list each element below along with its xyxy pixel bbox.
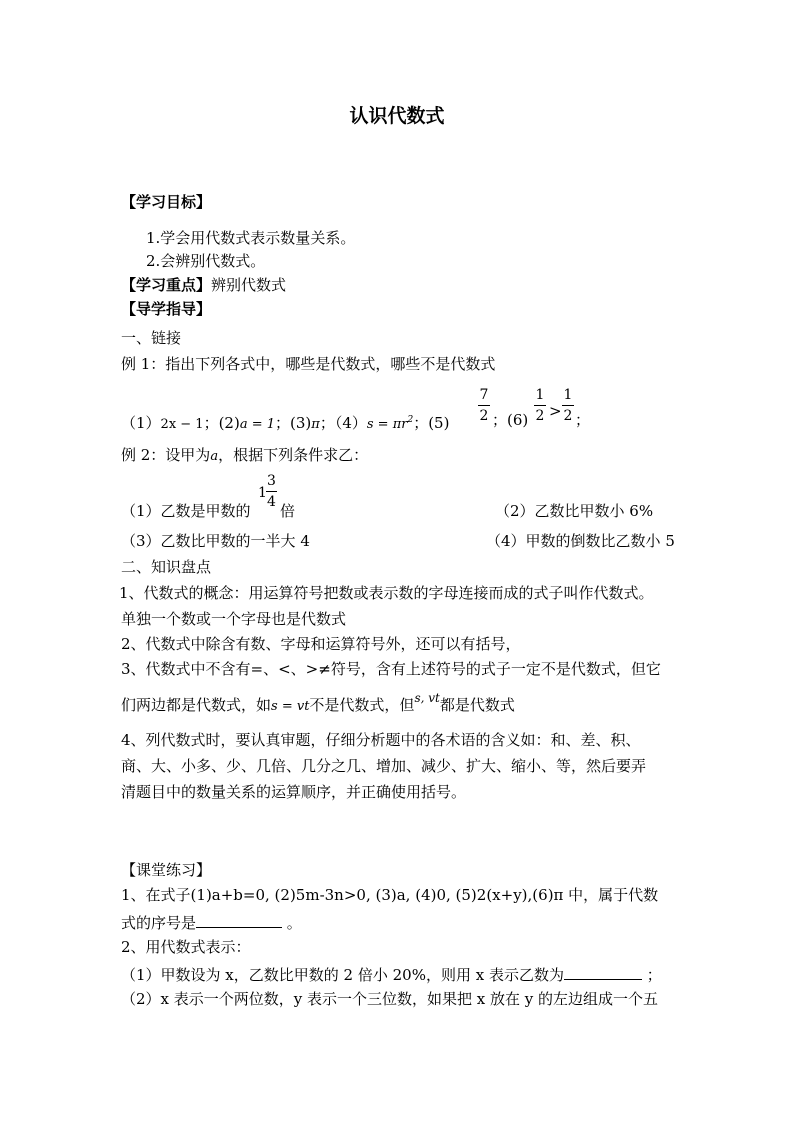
practice-q1-end: 。 [282, 914, 302, 932]
knowledge-1-line-1: 1、代数式的概念：用运算符号把数或表示数的字母连接而成的式子叫作代数式。 [119, 584, 654, 602]
mixed-number-whole: 1 [258, 485, 267, 501]
goal-item-1: 1.学会用代数式表示数量关系。 [146, 229, 356, 247]
item-6-suffix: ； [575, 411, 591, 429]
knowledge-3-part-2: 不是代数式，但 [309, 696, 415, 714]
fraction-6a-denominator: 2 [535, 408, 545, 424]
practice-q1-prompt: 式的序号是 [121, 914, 197, 932]
fraction-5-numerator: 7 [479, 387, 489, 403]
practice-q2-item-1-prompt: （1）甲数设为 x，乙数比甲数的 2 倍小 20%，则用 x 表示乙数为 [121, 966, 564, 984]
fraction-6a [534, 386, 546, 425]
knowledge-4-line-1: 4、列代数式时，要认真审题，仔细分析题中的各术语的含义如：和、差、积、 [121, 731, 641, 749]
practice-q1-line-1: 1、在式子(1)a+b=0, (2)5m-3n>0, (3)a, (4)0, (5)2(x+y),(6)π 中，属于代数 [121, 886, 659, 904]
answer-blank-q2-1[interactable] [564, 963, 642, 980]
knowledge-3-line-2 [121, 691, 515, 717]
goal-item-2: 2.会辨别代数式。 [146, 252, 266, 270]
condition-1-text: （1）乙数是甲数的 [121, 502, 251, 520]
mixed-fraction-numerator: 3 [267, 473, 276, 489]
mixed-fraction-denominator: 4 [267, 494, 276, 510]
fraction-6b-denominator: 2 [563, 408, 573, 424]
practice-q2-item-1 [121, 963, 662, 985]
guide-heading: 【导学指导】 [121, 300, 212, 318]
expr-4: s = πr [366, 417, 408, 432]
practice-q2-heading: 2、用代数式表示： [121, 938, 251, 956]
knowledge-4-line-3: 清题目中的数量关系的运算顺序，并正确使用括号。 [121, 783, 467, 801]
example-terms: s, vt [414, 691, 440, 705]
condition-2-text: （2）乙数比甲数小 6% [495, 502, 654, 520]
example-2-intro [121, 445, 368, 467]
page-title: 认识代数式 [349, 105, 445, 127]
practice-heading: 【课堂练习】 [121, 861, 212, 879]
example-1-intro: 例 1：指出下列各式中，哪些是代数式，哪些不是代数式 [121, 355, 496, 373]
knowledge-2: 2、代数式中除含有数、字母和运算符号外，还可以有括号， [121, 635, 521, 653]
section-1-heading: 一、链接 [121, 329, 182, 347]
focus-line [121, 275, 286, 295]
fraction-5 [478, 386, 490, 425]
fraction-6b-numerator: 1 [563, 387, 573, 403]
expr-2: a = 1 [239, 417, 276, 432]
item-5-prefix: ；(5) [413, 414, 450, 432]
item-4-prefix: ；（4） [319, 414, 367, 432]
section-2-heading: 二、知识盘点 [121, 558, 212, 576]
condition-1-suffix: 倍 [280, 502, 296, 520]
item-1-prefix: （1） [121, 414, 161, 432]
practice-q2-item-2: （2）x 表示一个两位数，y 表示一个三位数，如果把 x 放在 y 的左边组成一个五 [121, 990, 659, 1008]
knowledge-3-part-1: 们两边都是代数式，如 [121, 696, 272, 714]
condition-4-text: （4）甲数的倒数比乙数小 5 [486, 532, 675, 550]
focus-text: 辨别代数式 [211, 276, 287, 294]
example-2-intro-a: 例 2：设甲为 [121, 446, 211, 464]
item-3-prefix: ；(3) [275, 414, 312, 432]
var-a: a [210, 449, 219, 464]
item-2-prefix: ；(2) [203, 414, 240, 432]
knowledge-3-part-3: 都是代数式 [439, 696, 515, 714]
mixed-number-fraction [266, 472, 277, 511]
knowledge-3-line-1: 3、代数式中不含有=、<、>≠符号，含有上述符号的式子一定不是代数式，但它 [121, 660, 661, 678]
example-equation: s = vt [271, 699, 310, 714]
practice-q2-item-1-end: ； [641, 966, 662, 984]
expr-4-exponent: 2 [407, 415, 414, 425]
goals-heading: 【学习目标】 [121, 193, 212, 211]
answer-blank-q1[interactable] [196, 911, 282, 928]
knowledge-4-line-2: 商、大、小多、少、几倍、几分之几、增加、减少、扩大、缩小、等，然后要弄 [121, 757, 647, 775]
greater-than-sign: > [549, 402, 562, 420]
condition-3-text: （3）乙数比甲数的一半大 4 [121, 532, 310, 550]
fraction-6b [562, 386, 574, 425]
example-1-items [121, 410, 449, 435]
knowledge-1-line-2: 单独一个数或一个字母也是代数式 [121, 610, 347, 628]
expr-3: π [311, 417, 320, 432]
fraction-6a-numerator: 1 [535, 387, 545, 403]
fraction-5-denominator: 2 [479, 408, 489, 424]
practice-q1-line-2 [121, 911, 302, 933]
example-2-intro-b: ，根据下列条件求乙： [218, 446, 369, 464]
expr-1: 2x − 1 [160, 417, 204, 432]
focus-heading: 【学习重点】 [121, 276, 212, 294]
item-6-prefix: ；(6) [492, 411, 529, 429]
